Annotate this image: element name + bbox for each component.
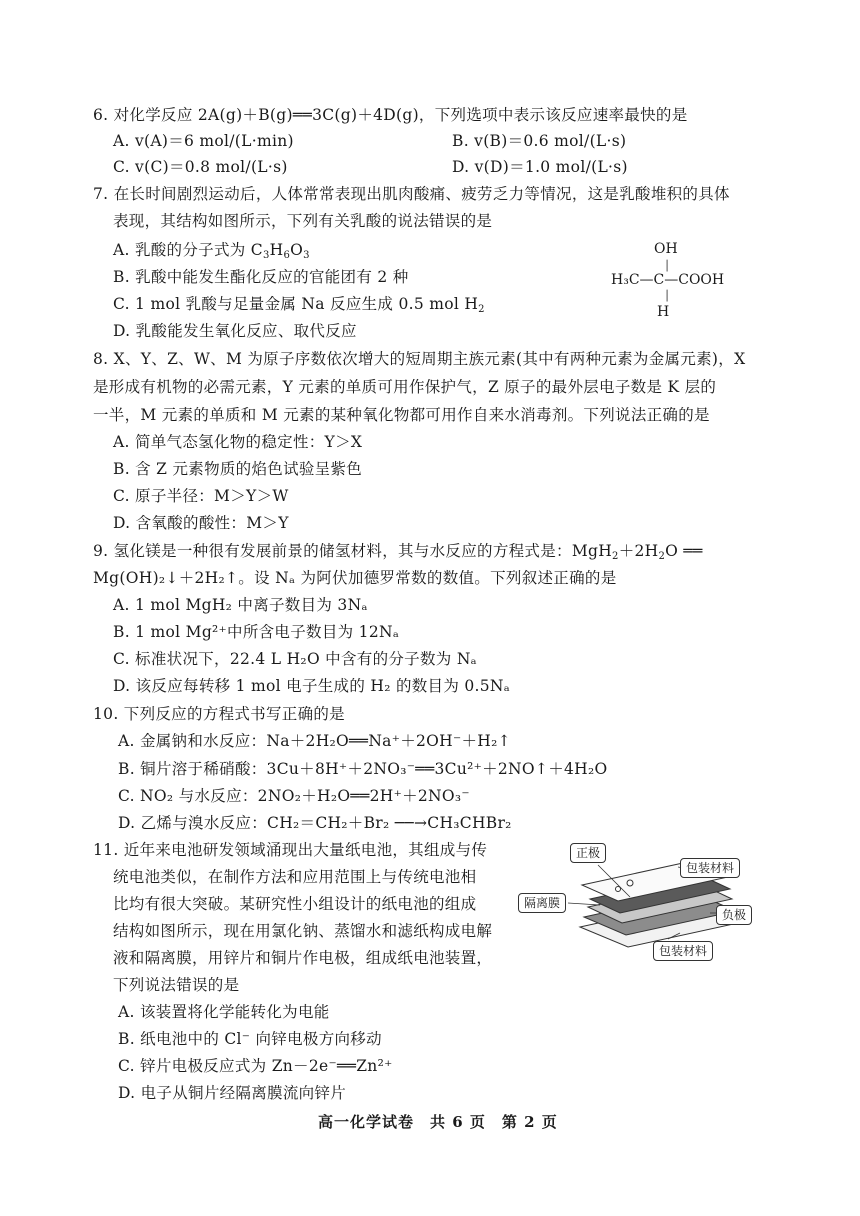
q11-stem-line5: 液和隔离膜，用锌片和铜片作电极，组成纸电池装置， bbox=[113, 949, 493, 967]
q6-option-d: D. v(D)＝1.0 mol/(L·s) bbox=[452, 158, 628, 176]
q7-option-c: C. 1 mol 乳酸与足量金属 Na 反应生成 0.5 mol $H_2$ bbox=[113, 295, 485, 315]
label-negative-electrode: 负极 bbox=[716, 905, 752, 925]
page-footer: 高一化学试卷 共 6 页 第 2 页 bbox=[318, 1113, 558, 1131]
q9-option-b: B. 1 mol Mg²⁺中所含电子数目为 12Nₐ bbox=[113, 623, 400, 641]
q9-option-d: D. 该反应每转移 1 mol 电子生成的 H₂ 的数目为 0.5Nₐ bbox=[113, 677, 511, 695]
q10-stem: 10. 下列反应的方程式书写正确的是 bbox=[93, 705, 345, 723]
q6-option-c: C. v(C)＝0.8 mol/(L·s) bbox=[113, 158, 288, 176]
q9-stem-line1: 9. 氢化镁是一种很有发展前景的储氢材料，其与水反应的方程式是：$MgH_2+2H_2O$ ══ bbox=[93, 542, 703, 562]
label-packaging-bottom: 包装材料 bbox=[653, 941, 713, 961]
q11-option-c: C. 锌片电极反应式为 Zn－2e⁻══Zn²⁺ bbox=[118, 1057, 393, 1075]
q7-option-b: B. 乳酸中能发生酯化反应的官能团有 2 种 bbox=[113, 268, 409, 286]
q11-option-a: A. 该装置将化学能转化为电能 bbox=[118, 1003, 330, 1021]
q8-option-a: A. 简单气态氢化物的稳定性：Y＞X bbox=[113, 433, 363, 451]
q10-option-a: A. 金属钠和水反应：Na＋2H₂O══Na⁺＋2OH⁻＋H₂↑ bbox=[118, 732, 511, 750]
label-packaging-top: 包装材料 bbox=[680, 858, 740, 878]
q6-stem: 6. 对化学反应 2A(g)＋B(g)══3C(g)＋4D(g)，下列选项中表示该反应速率最快的是 bbox=[93, 106, 688, 124]
structure-bond-down: │ bbox=[664, 291, 671, 302]
q8-option-b: B. 含 Z 元素物质的焰色试验呈紫色 bbox=[113, 460, 363, 478]
structure-h: H bbox=[657, 304, 670, 320]
q8-option-c: C. 原子半径：M＞Y＞W bbox=[113, 487, 289, 505]
q7-option-d: D. 乳酸能发生氧化反应、取代反应 bbox=[113, 322, 357, 340]
q9-stem-line2: Mg(OH)₂↓＋2H₂↑。设 Nₐ 为阿伏加德罗常数的数值。下列叙述正确的是 bbox=[93, 569, 617, 587]
q7-option-a: A. 乳酸的分子式为 $C_3H_6O_3$ bbox=[113, 241, 310, 261]
q10-option-c: C. NO₂ 与水反应：2NO₂＋H₂O══2H⁺＋2NO₃⁻ bbox=[118, 787, 470, 805]
q8-stem-line3: 一半，M 元素的单质和 M 元素的某种氧化物都可用作自来水消毒剂。下列说法正确的是 bbox=[93, 406, 710, 424]
structure-oh: OH bbox=[654, 241, 678, 257]
q11-option-b: B. 纸电池中的 Cl⁻ 向锌电极方向移动 bbox=[118, 1030, 382, 1048]
label-separator: 隔离膜 bbox=[518, 893, 566, 913]
q9-option-c: C. 标准状况下，22.4 L H₂O 中含有的分子数为 Nₐ bbox=[113, 650, 477, 668]
q10-option-b: B. 铜片溶于稀硝酸：3Cu＋8H⁺＋2NO₃⁻══3Cu²⁺＋2NO↑＋4H₂O bbox=[118, 760, 608, 778]
q7-stem-line1: 7. 在长时间剧烈运动后，人体常常表现出肌肉酸痛、疲劳乏力等情况，这是乳酸堆积的具体 bbox=[93, 185, 730, 203]
q11-stem-line1: 11. 近年来电池研发领域涌现出大量纸电池，其组成与传 bbox=[93, 841, 488, 859]
q8-stem-line1: 8. X、Y、Z、W、M 为原子序数依次增大的短周期主族元素(其中有两种元素为金属元素)，X bbox=[93, 350, 746, 368]
q11-option-d: D. 电子从铜片经隔离膜流向锌片 bbox=[118, 1084, 347, 1102]
q8-option-d: D. 含氧酸的酸性：M＞Y bbox=[113, 514, 289, 532]
q11-stem-line6: 下列说法错误的是 bbox=[113, 976, 240, 994]
q11-stem-line2: 统电池类似，在制作方法和应用范围上与传统电池相 bbox=[113, 868, 477, 886]
q11-stem-line3: 比均有很大突破。某研究性小组设计的纸电池的组成 bbox=[113, 895, 477, 913]
q7-stem-line2: 表现，其结构如图所示，下列有关乳酸的说法错误的是 bbox=[113, 212, 493, 230]
q6-option-b: B. v(B)＝0.6 mol/(L·s) bbox=[452, 132, 627, 150]
structure-bond-up: │ bbox=[664, 261, 671, 272]
q6-option-a: A. v(A)＝6 mol/(L·min) bbox=[113, 132, 294, 150]
q11-stem-line4: 结构如图所示，现在用氯化钠、蒸馏水和滤纸构成电解 bbox=[113, 922, 493, 940]
q8-stem-line2: 是形成有机物的必需元素，Y 元素的单质可用作保护气，Z 原子的最外层电子数是 K 层的 bbox=[93, 378, 717, 396]
q9-option-a: A. 1 mol MgH₂ 中离子数目为 3Nₐ bbox=[113, 596, 368, 614]
label-positive-electrode: 正极 bbox=[570, 843, 606, 863]
q10-option-d: D. 乙烯与溴水反应：CH₂＝CH₂＋Br₂ ──→CH₃CHBr₂ bbox=[118, 814, 512, 832]
structure-chain: H₃C—C—COOH bbox=[611, 272, 725, 288]
